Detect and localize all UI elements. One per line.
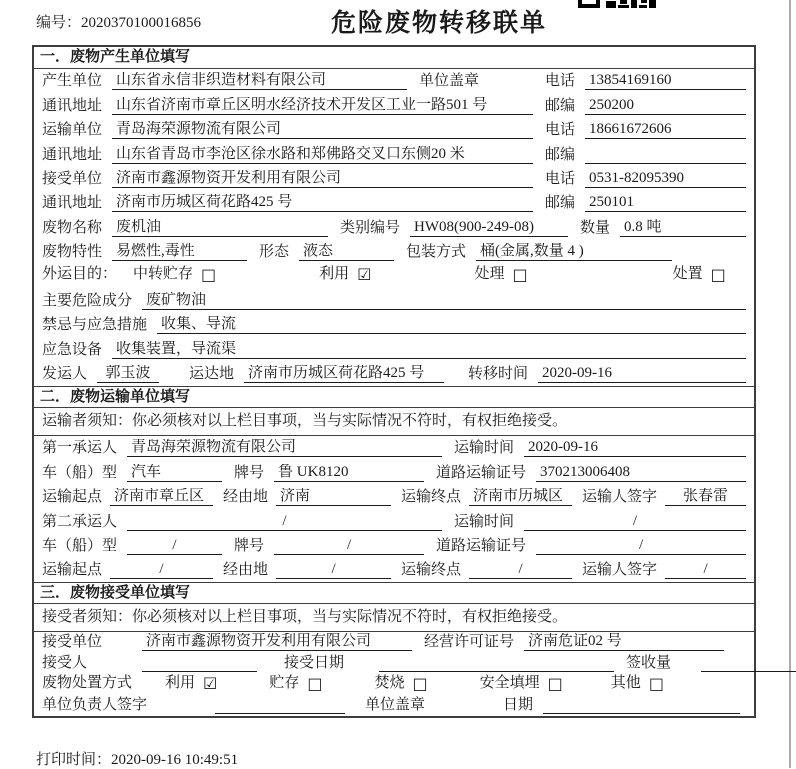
option-label: 焚烧 [374, 675, 405, 692]
vehicle1-value: 汽车 [127, 464, 222, 482]
checkbox-icon: □ [307, 673, 323, 693]
receiver-zip-value: 250101 [585, 194, 746, 212]
received-qty-label: 签收量 [626, 655, 672, 672]
serial-number: 2020370100016856 [81, 15, 202, 31]
vehicle-type-label: 车（船）型 [42, 464, 118, 481]
accept-unit-label: 接受单位 [42, 634, 103, 651]
row-transporter [34, 118, 754, 142]
quantity-value: 0.8 吨 [620, 219, 746, 237]
acceptor-value [142, 655, 257, 672]
form-value: 液态 [299, 243, 394, 261]
carrier1-label: 第一承运人 [42, 440, 118, 457]
license-label: 经营许可证号 [424, 634, 515, 651]
document-serial [36, 11, 201, 32]
row-taboo-measures [34, 313, 754, 337]
packing-value: 桶(金属,数量 4 ) [476, 243, 672, 261]
category-value: HW08(900-249-08) [410, 219, 568, 237]
hazard-value: 废矿物油 [142, 292, 746, 310]
option-label: 其他 [610, 675, 641, 692]
plate-label: 牌号 [234, 538, 265, 555]
transporter-value: 青岛海荣源物流有限公司 [112, 121, 533, 139]
producer-label: 产生单位 [42, 73, 103, 90]
waste-name-label: 废物名称 [42, 219, 103, 236]
checkbox-icon: □ [648, 673, 664, 693]
row-disposal-method [34, 674, 754, 695]
option-label: 处置 [672, 266, 703, 283]
vehicle2-value: / [127, 537, 222, 555]
packing-label: 包装方式 [406, 244, 467, 261]
address-label: 通讯地址 [42, 195, 103, 212]
carrier2-value: / [127, 513, 442, 531]
zip-label: 邮编 [545, 195, 576, 212]
zip-label: 邮编 [545, 146, 576, 163]
row-hazard-component [34, 289, 754, 313]
transporter-address-value: 山东省青岛市李沧区徐水路和郑佛路交叉口东侧20 米 [112, 146, 533, 164]
responsible-sign-label: 单位负责人签字 [42, 697, 148, 714]
section2-header: 二．废物运输单位填写 [34, 386, 754, 408]
transfer-time-label: 转移时间 [468, 366, 529, 383]
character-value: 易燃性,毒性 [112, 243, 247, 261]
transporter-phone-value: 18661672606 [585, 121, 746, 139]
row-producer [34, 69, 754, 93]
taboo-label: 禁忌与应急措施 [42, 317, 148, 334]
receiver-notice: 接受者须知：你必须核对以上栏目事项，当与实际情况不符时，有权拒绝接受。 [34, 604, 754, 632]
receiver-address-value: 济南市历城区荷花路425 号 [112, 194, 533, 212]
purpose-option-dispose [673, 266, 726, 283]
plate1-value: 鲁 UK8120 [274, 464, 424, 482]
print-time-label: 打印时间： [36, 752, 112, 768]
disposal-option-other [611, 675, 664, 692]
producer-address-value: 山东省济南市章丘区明水经济技术开发区工业一路501 号 [112, 97, 533, 115]
zip-label: 邮编 [545, 97, 576, 114]
row-responsible-sign [34, 695, 754, 716]
carrier2-time-value: / [524, 513, 746, 531]
checkbox-icon: □ [201, 264, 217, 284]
consignor-value: 郭玉波 [97, 365, 159, 383]
row-second-carrier [34, 509, 754, 533]
phone-label: 电话 [545, 122, 576, 139]
quantity-label: 数量 [580, 219, 611, 236]
carrier1-time-value: 2020-09-16 [524, 439, 746, 457]
disposal-option-landfill [480, 675, 563, 692]
row-consignor [34, 362, 754, 386]
via1-value: 济南 [276, 488, 391, 506]
origin2-value: / [110, 561, 213, 579]
carrier-sign2-value: / [665, 561, 746, 579]
row-first-carrier [34, 436, 754, 460]
carrier1-value: 青岛海荣源物流有限公司 [127, 439, 442, 457]
transporter-zip-value [585, 147, 746, 164]
form-label: 形态 [259, 244, 290, 261]
road-permit2-value: / [536, 537, 746, 555]
row-producer-address [34, 93, 754, 117]
unit-seal-label: 单位盖章 [365, 697, 426, 714]
transport-time-label: 运输时间 [454, 440, 515, 457]
purpose-option-use [319, 266, 371, 283]
disposal-option-burn [375, 675, 428, 692]
carrier-sign-label: 运输人签字 [582, 489, 658, 506]
via-label: 经由地 [223, 489, 269, 506]
checkbox-icon: □ [710, 264, 726, 284]
address-label: 通讯地址 [42, 146, 103, 163]
sign-date-label: 日期 [503, 697, 534, 714]
row-accept-unit [34, 632, 754, 653]
option-label: 利用 [165, 675, 196, 692]
disposal-label: 废物处置方式 [42, 675, 133, 692]
disposal-option-use [165, 675, 217, 692]
taboo-value: 收集、导流 [157, 316, 746, 334]
section1-header: 一．废物产生单位填写 [34, 47, 754, 69]
terminus-label: 运输终点 [401, 489, 462, 506]
receiver-value: 济南市鑫源物资开发利用有限公司 [112, 170, 533, 188]
checkbox-icon: □ [512, 264, 528, 284]
license-value: 济南危证02 号 [524, 633, 724, 651]
origin-label: 运输起点 [42, 489, 103, 506]
print-time-line [36, 748, 238, 769]
equipment-label: 应急设备 [42, 341, 103, 358]
row-receiver [34, 167, 754, 191]
transfer-time-value: 2020-09-16 [538, 365, 746, 383]
address-label: 通讯地址 [42, 97, 103, 114]
print-time-value: 2020-09-16 10:49:51 [111, 752, 239, 768]
accept-date-value [379, 655, 614, 672]
row-route1 [34, 485, 754, 509]
producer-value: 山东省永信非织造材料有限公司 [112, 72, 407, 90]
page-edge-line [789, 0, 791, 768]
checkbox-icon: □ [412, 673, 428, 693]
acceptor-label: 接受人 [42, 655, 88, 672]
vehicle-type-label: 车（船）型 [42, 538, 118, 555]
received-qty-value [701, 655, 796, 672]
road-permit1-value: 370213006408 [536, 464, 746, 482]
sign-date-value [543, 697, 740, 714]
accept-date-label: 接受日期 [284, 655, 345, 672]
row-waste-character [34, 240, 754, 264]
waste-name-value: 废机油 [112, 219, 328, 237]
option-label: 中转贮存 [133, 266, 194, 283]
terminus2-value: / [469, 561, 572, 579]
producer-phone-value: 13854169160 [585, 72, 746, 90]
via-label: 经由地 [223, 562, 269, 579]
accept-unit-value: 济南市鑫源物资开发利用有限公司 [142, 633, 412, 651]
transport-time-label: 运输时间 [454, 513, 515, 530]
producer-zip-value: 250200 [585, 97, 746, 115]
row-receiver-address [34, 191, 754, 215]
row-transporter-address [34, 142, 754, 166]
row-acceptor [34, 653, 754, 674]
hazard-label: 主要危险成分 [42, 292, 133, 309]
carrier-sign-label: 运输人签字 [582, 562, 658, 579]
responsible-sign-value [215, 697, 345, 714]
purpose-option-storage [133, 266, 216, 283]
carrier-notice: 运输者须知：你必须核对以上栏目事项，当与实际情况不符时，有权拒绝接受。 [34, 408, 754, 436]
carrier2-label: 第二承运人 [42, 513, 118, 530]
consignor-label: 发运人 [42, 366, 88, 383]
road-permit-label: 道路运输证号 [436, 464, 527, 481]
destination-label: 运达地 [189, 366, 235, 383]
serial-label: 编号： [36, 15, 82, 31]
section3-header: 三．废物接受单位填写 [34, 582, 754, 604]
qr-code-fragment [578, 0, 656, 8]
purpose-label: 外运目的： [42, 266, 118, 283]
receiver-label: 接受单位 [42, 170, 103, 187]
row-waste-name [34, 215, 754, 239]
via2-value: / [276, 561, 391, 579]
checkbox-checked-icon: ☑ [203, 673, 218, 693]
checkbox-icon: □ [547, 673, 563, 693]
row-vehicle2 [34, 534, 754, 558]
equipment-value: 收集装置，导流渠 [112, 341, 746, 359]
option-label: 利用 [319, 266, 350, 283]
terminus1-value: 济南市历城区 [469, 488, 572, 506]
plate-label: 牌号 [234, 464, 265, 481]
phone-label: 电话 [545, 170, 576, 187]
road-permit-label: 道路运输证号 [436, 538, 527, 555]
terminus-label: 运输终点 [401, 562, 462, 579]
unit-seal-label: 单位盖章 [419, 73, 480, 90]
purpose-option-treat [475, 266, 528, 283]
origin1-value: 济南市章丘区 [110, 488, 213, 506]
option-label: 贮存 [269, 675, 300, 692]
page-title: 危险废物转移联单 [331, 10, 548, 37]
carrier-sign1-value: 张春雷 [665, 488, 746, 506]
row-route2 [34, 558, 754, 582]
transporter-label: 运输单位 [42, 122, 103, 139]
row-transport-purpose [34, 264, 754, 288]
plate2-value: / [274, 537, 424, 555]
disposal-option-store [269, 675, 322, 692]
row-emergency-equipment [34, 337, 754, 361]
category-label: 类别编号 [340, 219, 401, 236]
option-label: 处理 [474, 266, 505, 283]
option-label: 安全填埋 [479, 675, 540, 692]
phone-label: 电话 [545, 73, 576, 90]
receiver-phone-value: 0531-82095390 [585, 170, 746, 188]
checkbox-checked-icon: ☑ [357, 264, 372, 284]
destination-value: 济南市历城区荷花路425 号 [244, 365, 444, 383]
origin-label: 运输起点 [42, 562, 103, 579]
row-vehicle1 [34, 460, 754, 484]
transfer-form-table [32, 45, 756, 718]
character-label: 废物特性 [42, 244, 103, 261]
